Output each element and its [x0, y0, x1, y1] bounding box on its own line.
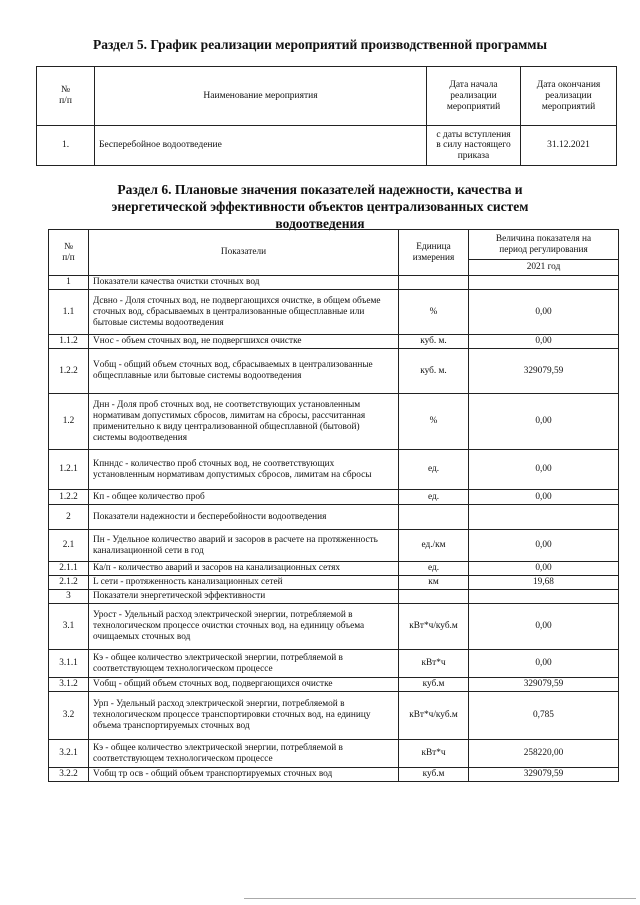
table-row	[49, 740, 619, 768]
schedule-row-name: Бесперебойное водоотведение	[95, 126, 427, 166]
table-row	[49, 604, 619, 650]
row-text: Пн - Удельное количество аварий и засоров в расчете на протяженность канализационной сети в год	[89, 530, 399, 562]
table-row	[49, 290, 619, 335]
row-text: Показатели энергетической эффективности	[89, 590, 399, 604]
row-value: 0,00	[469, 562, 619, 576]
row-text: Показатели надежности и бесперебойности водоотведения	[89, 505, 399, 530]
row-text: Vобщ - общий объем сточных вод, подвергающихся очистке	[89, 678, 399, 692]
row-value: 0,00	[469, 650, 619, 678]
table-row	[49, 576, 619, 590]
row-text: Дсвно - Доля сточных вод, не подвергающихся очистке, в общем объеме сточных вод, сбрасываемых в централизованные общесплавные или бытовые системы водоотведения	[89, 290, 399, 335]
table-row	[49, 678, 619, 692]
table-row	[49, 530, 619, 562]
row-num: 3.1.1	[49, 650, 89, 678]
row-unit: куб.м	[399, 678, 469, 692]
row-num: 3	[49, 590, 89, 604]
row-text: Показатели качества очистки сточных вод	[89, 276, 399, 290]
row-num: 3.1.2	[49, 678, 89, 692]
schedule-row-end: 31.12.2021	[521, 126, 617, 166]
row-value	[469, 590, 619, 604]
row-unit: кВт*ч/куб.м	[399, 604, 469, 650]
row-unit: кВт*ч	[399, 650, 469, 678]
row-value: 329079,59	[469, 678, 619, 692]
table-row	[49, 768, 619, 782]
row-num: 2.1.1	[49, 562, 89, 576]
row-value: 329079,59	[469, 768, 619, 782]
row-num: 1.2.2	[49, 349, 89, 394]
row-num: 2.1	[49, 530, 89, 562]
row-text: Vобщ тр осв - общий объем транспортируемых сточных вод	[89, 768, 399, 782]
row-num: 1.2.2	[49, 490, 89, 505]
row-num: 1	[49, 276, 89, 290]
table-row	[49, 450, 619, 490]
indicators-table	[48, 229, 619, 782]
row-unit: куб. м.	[399, 349, 469, 394]
schedule-header-num: № п/п	[37, 67, 95, 126]
schedule-row-num: 1.	[37, 126, 95, 166]
row-text: Урп - Удельный расход электрической энергии, потребляемой в технологическом процессе транспортировки сточных вод, на единицу объема транспортируемых сточных вод	[89, 692, 399, 740]
row-unit: куб.м	[399, 768, 469, 782]
row-text: L сети - протяженность канализационных сетей	[89, 576, 399, 590]
schedule-row-start: с даты вступления в силу настоящего приказа	[427, 126, 521, 166]
indicators-header-year: 2021 год	[469, 260, 619, 276]
table-row	[49, 505, 619, 530]
row-unit: кВт*ч/куб.м	[399, 692, 469, 740]
row-value	[469, 276, 619, 290]
row-num: 1.1	[49, 290, 89, 335]
row-value: 0,00	[469, 290, 619, 335]
row-num: 1.2	[49, 394, 89, 450]
row-unit	[399, 590, 469, 604]
row-value: 0,00	[469, 490, 619, 505]
table-row	[49, 650, 619, 678]
schedule-header-start: Дата начала реализации мероприятий	[427, 67, 521, 126]
table-row	[49, 590, 619, 604]
row-num: 3.2.1	[49, 740, 89, 768]
table-row	[49, 349, 619, 394]
table-row	[49, 276, 619, 290]
row-value: 19,68	[469, 576, 619, 590]
row-value: 329079,59	[469, 349, 619, 394]
row-text: Vобщ - общий объем сточных вод, сбрасываемых в централизованные общесплавные или бытовые системы водоотведения	[89, 349, 399, 394]
row-unit: кВт*ч	[399, 740, 469, 768]
row-unit: ед.	[399, 450, 469, 490]
table-row	[49, 490, 619, 505]
indicators-header-value: Величина показателя на период регулирования	[469, 230, 619, 260]
table-row	[49, 692, 619, 740]
row-num: 3.2	[49, 692, 89, 740]
row-text: Vнос - объем сточных вод, не подвергшихся очистке	[89, 335, 399, 349]
indicators-header-row	[49, 230, 619, 260]
row-num: 3.2.2	[49, 768, 89, 782]
table-row	[49, 562, 619, 576]
row-num: 2.1.2	[49, 576, 89, 590]
indicators-header-indicator: Показатели	[89, 230, 399, 276]
row-num: 2	[49, 505, 89, 530]
row-unit: %	[399, 290, 469, 335]
row-value: 0,785	[469, 692, 619, 740]
row-text: Кэ - общее количество электрической энергии, потребляемой в соответствующем технологическом процессе	[89, 650, 399, 678]
row-text: Кэ - общее количество электрической энергии, потребляемой в соответствующем технологическом процессе	[89, 740, 399, 768]
row-num: 1.2.1	[49, 450, 89, 490]
row-unit: куб. м.	[399, 335, 469, 349]
row-unit: %	[399, 394, 469, 450]
row-unit: ед./км	[399, 530, 469, 562]
section5-title: Раздел 5. График реализации мероприятий производственной программы	[92, 37, 548, 52]
table-row	[49, 394, 619, 450]
row-value: 0,00	[469, 530, 619, 562]
row-unit: км	[399, 576, 469, 590]
schedule-row	[37, 126, 617, 166]
row-text: Кпнндс - количество проб сточных вод, не соответствующих установленным нормативам допустимых сбросов, лимитам на сбросы	[89, 450, 399, 490]
row-value: 0,00	[469, 450, 619, 490]
indicators-header-unit: Единица измерения	[399, 230, 469, 276]
section6-title: Раздел 6. Плановые значения показателей надежности, качества и энергетической эффективности объектов централизованных систем водоотведения	[111, 182, 529, 231]
row-text: Кп - общее количество проб	[89, 490, 399, 505]
row-unit	[399, 505, 469, 530]
row-unit	[399, 276, 469, 290]
row-text: Урост - Удельный расход электрической энергии, потребляемой в технологическом процессе очистки сточных вод, на единицу объема очищаемых сточных вод	[89, 604, 399, 650]
row-value: 0,00	[469, 604, 619, 650]
schedule-header-name: Наименование мероприятия	[95, 67, 427, 126]
row-text: Ка/п - количество аварий и засоров на канализационных сетях	[89, 562, 399, 576]
page-edge-line	[244, 898, 636, 899]
row-unit: ед.	[399, 562, 469, 576]
schedule-header-end: Дата окончания реализации мероприятий	[521, 67, 617, 126]
row-value: 0,00	[469, 335, 619, 349]
row-value	[469, 505, 619, 530]
row-value: 258220,00	[469, 740, 619, 768]
schedule-table	[36, 66, 617, 166]
row-num: 1.1.2	[49, 335, 89, 349]
indicators-header-num: № п/п	[49, 230, 89, 276]
row-value: 0,00	[469, 394, 619, 450]
schedule-header-row	[37, 67, 617, 126]
row-unit: ед.	[399, 490, 469, 505]
row-text: Днн - Доля проб сточных вод, не соответствующих установленным нормативам допустимых сбросов, лимитам на сбросы, рассчитанная применительно к виду централизованной общесплавной (бытовой) системы водоотведения	[89, 394, 399, 450]
row-num: 3.1	[49, 604, 89, 650]
table-row	[49, 335, 619, 349]
